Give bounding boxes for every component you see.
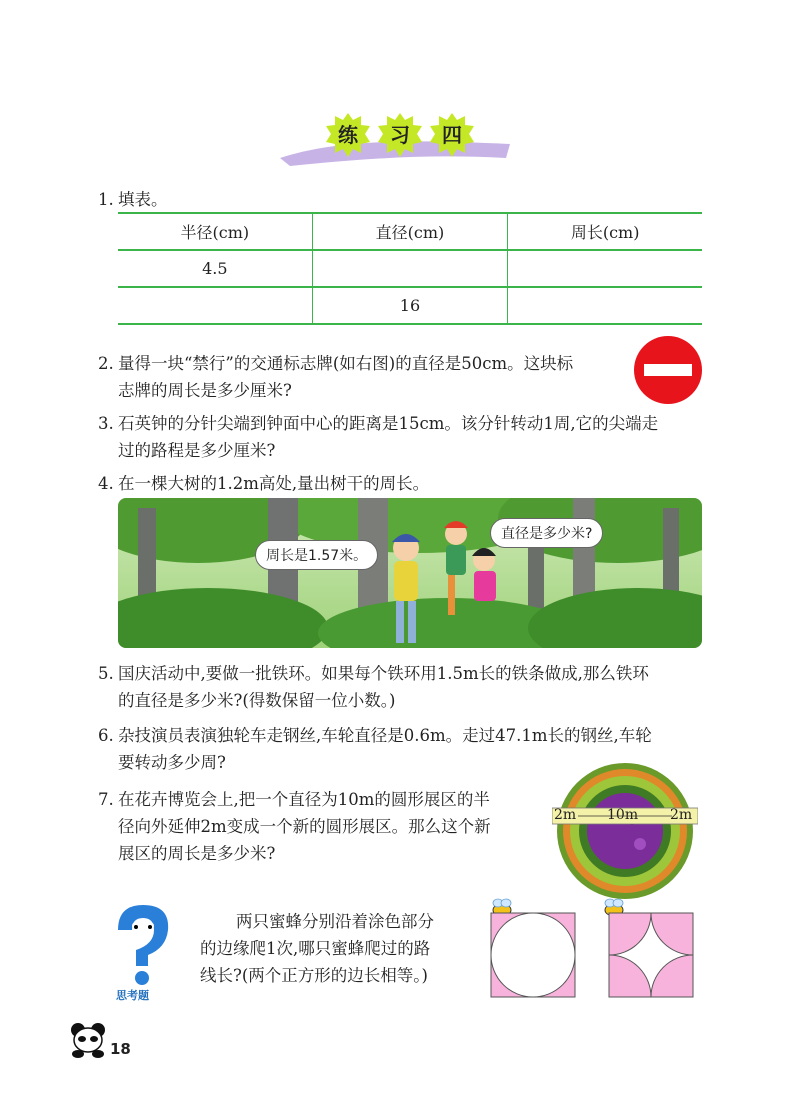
fill-table bbox=[118, 212, 702, 325]
question-line: 展区的周长是多少米? bbox=[118, 844, 276, 863]
square-with-corner-arcs-figure bbox=[608, 912, 694, 998]
question-line: 在花卉博览会上,把一个直径为10m的圆形展区的半 bbox=[118, 790, 490, 809]
table-cell bbox=[118, 287, 312, 324]
table-header-row bbox=[118, 213, 702, 250]
speech-bubble-right: 直径是多少米? bbox=[490, 518, 603, 548]
question-mark-mascot-icon bbox=[108, 900, 178, 988]
question-text: 填表。 bbox=[118, 190, 168, 209]
figure-label-center: 10m bbox=[607, 807, 639, 823]
thinking-question bbox=[200, 908, 490, 989]
table-cell bbox=[508, 287, 702, 324]
question-number: 1. bbox=[98, 190, 114, 209]
question-number: 2. bbox=[98, 354, 114, 373]
table-cell bbox=[312, 250, 508, 287]
table-cell: 4.5 bbox=[118, 250, 312, 287]
forest-illustration bbox=[118, 498, 702, 648]
question-line: 的直径是多少米?(得数保留一位小数。) bbox=[118, 691, 396, 710]
table-cell: 16 bbox=[312, 287, 508, 324]
question-number: 7. bbox=[98, 790, 114, 809]
page-number: 18 bbox=[110, 1040, 131, 1058]
question-4 bbox=[98, 470, 429, 497]
question-1 bbox=[98, 186, 168, 213]
title-star-3 bbox=[429, 112, 475, 158]
title-char-3: 四 bbox=[442, 123, 462, 147]
question-line: 过的路程是多少厘米? bbox=[118, 441, 276, 460]
question-number: 4. bbox=[98, 474, 114, 493]
panda-icon bbox=[66, 1020, 110, 1060]
question-line: 量得一块“禁行”的交通标志牌(如右图)的直径是50cm。这块标 bbox=[118, 354, 574, 373]
exercise-title bbox=[280, 100, 520, 180]
speech-bubble-left: 周长是1.57米。 bbox=[255, 540, 378, 570]
question-line: 两只蜜蜂分别沿着涂色部分 bbox=[236, 912, 434, 931]
question-line: 径向外延伸2m变成一个新的圆形展区。那么这个新 bbox=[118, 817, 491, 836]
flower-exhibit-figure bbox=[552, 762, 698, 900]
question-number: 5. bbox=[98, 664, 114, 683]
table-row bbox=[118, 250, 702, 287]
figure-label-right: 2m bbox=[670, 807, 693, 823]
thinking-question-label: 思考题 bbox=[116, 989, 149, 1002]
question-7 bbox=[98, 786, 491, 867]
header-radius: 半径(cm) bbox=[118, 213, 312, 250]
title-star-2 bbox=[377, 112, 423, 158]
title-star-1 bbox=[325, 112, 371, 158]
question-number: 6. bbox=[98, 726, 114, 745]
no-entry-sign-icon bbox=[633, 335, 703, 405]
title-char-2: 习 bbox=[390, 123, 410, 147]
question-line: 的边缘爬1次,哪只蜜蜂爬过的路 bbox=[200, 939, 431, 958]
question-line: 杂技演员表演独轮车走钢丝,车轮直径是0.6m。走过47.1m长的钢丝,车轮 bbox=[118, 726, 652, 745]
question-text: 在一棵大树的1.2m高处,量出树干的周长。 bbox=[118, 474, 430, 493]
figure-label-left: 2m bbox=[554, 807, 577, 823]
table-row bbox=[118, 287, 702, 324]
question-line: 国庆活动中,要做一批铁环。如果每个铁环用1.5m长的铁条做成,那么铁环 bbox=[118, 664, 649, 683]
table-cell bbox=[508, 250, 702, 287]
square-with-circle-figure bbox=[490, 912, 576, 998]
forest-scene-image bbox=[118, 498, 702, 648]
question-2 bbox=[98, 350, 573, 404]
flower-circle-image bbox=[552, 762, 698, 900]
question-line: 线长?(两个正方形的边长相等。) bbox=[200, 966, 428, 985]
question-line: 志牌的周长是多少厘米? bbox=[118, 381, 292, 400]
question-5 bbox=[98, 660, 649, 714]
question-line: 石英钟的分针尖端到钟面中心的距离是15cm。该分针转动1周,它的尖端走 bbox=[118, 414, 659, 433]
header-diameter: 直径(cm) bbox=[312, 213, 508, 250]
question-line: 要转动多少周? bbox=[118, 753, 226, 772]
header-circumference: 周长(cm) bbox=[508, 213, 702, 250]
title-char-1: 练 bbox=[338, 123, 358, 147]
question-number: 3. bbox=[98, 414, 114, 433]
question-3 bbox=[98, 410, 658, 464]
